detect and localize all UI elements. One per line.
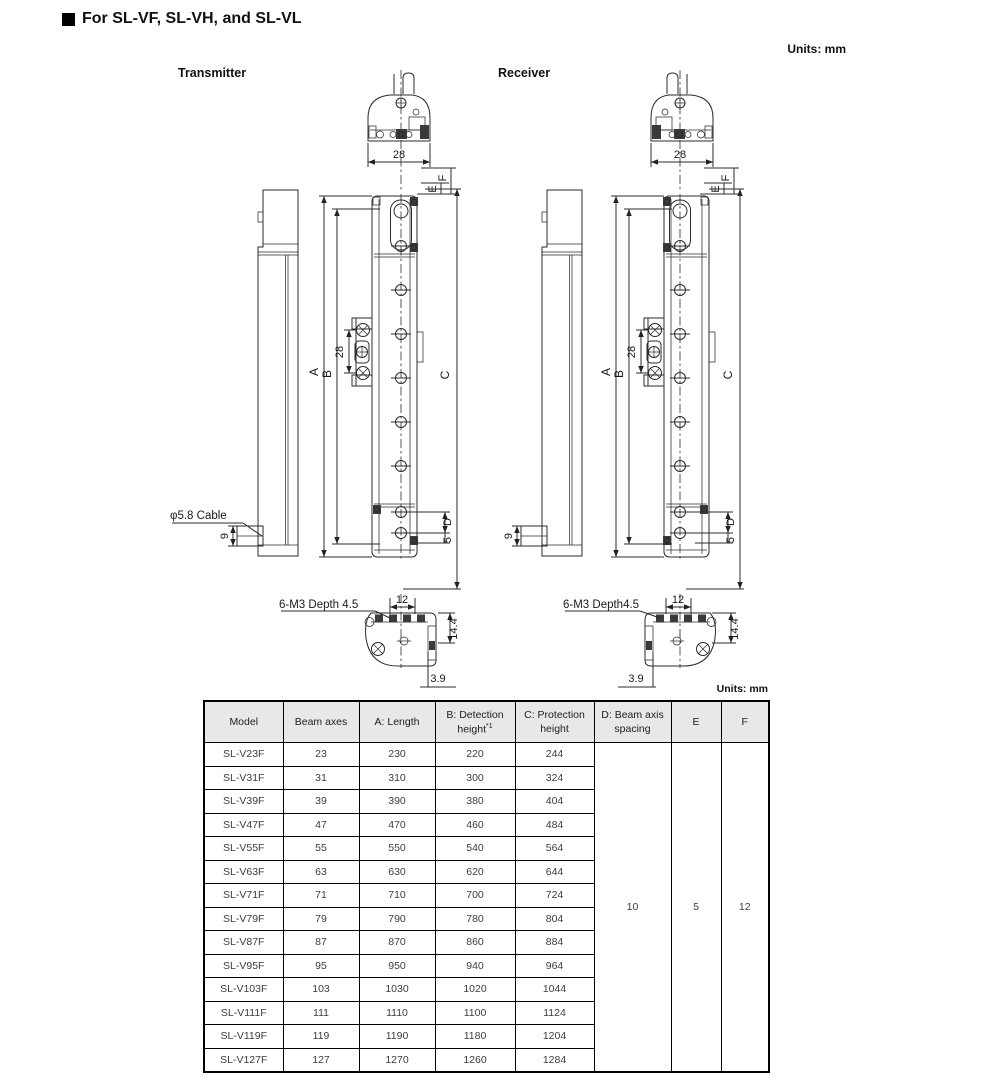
section-marker-icon bbox=[62, 13, 75, 26]
header-a-length: A: Length bbox=[359, 701, 435, 743]
cell: 1190 bbox=[359, 1025, 435, 1049]
transmitter-dim-c: C bbox=[438, 370, 452, 380]
cell: 119 bbox=[283, 1025, 359, 1049]
header-model: Model bbox=[204, 701, 283, 743]
cell-merged-f: 12 bbox=[721, 743, 769, 1073]
cell: 1284 bbox=[515, 1048, 594, 1072]
transmitter-dim-14-4: 14.4 bbox=[448, 618, 460, 640]
cell: 700 bbox=[435, 884, 515, 908]
cell: 884 bbox=[515, 931, 594, 955]
cell: 103 bbox=[283, 978, 359, 1002]
table-header-row bbox=[204, 701, 769, 743]
table-body bbox=[204, 743, 769, 1073]
cell: 964 bbox=[515, 954, 594, 978]
cell: SL-V111F bbox=[204, 1001, 283, 1025]
receiver-dim-28-top: 28 bbox=[673, 149, 687, 161]
dimensions-table bbox=[203, 700, 770, 1073]
cell: 804 bbox=[515, 907, 594, 931]
transmitter-heading: Transmitter bbox=[178, 66, 247, 80]
cell: 1044 bbox=[515, 978, 594, 1002]
units-label-table: Units: mm bbox=[716, 683, 768, 695]
cell: 1030 bbox=[359, 978, 435, 1002]
table-row bbox=[204, 743, 769, 767]
cell: 484 bbox=[515, 813, 594, 837]
page-title-text: For SL-VF, SL-VH, and SL-VL bbox=[82, 10, 302, 27]
receiver-dim-e: E bbox=[710, 185, 722, 193]
cell: 950 bbox=[359, 954, 435, 978]
cell: 380 bbox=[435, 790, 515, 814]
receiver-dim-d: D bbox=[725, 518, 737, 526]
receiver-dim-28-bracket: 28 bbox=[626, 345, 638, 359]
cell: 324 bbox=[515, 766, 594, 790]
cell: 860 bbox=[435, 931, 515, 955]
transmitter-dim-3-9: 3.9 bbox=[430, 673, 446, 685]
cell: 1100 bbox=[435, 1001, 515, 1025]
transmitter-dim-28-top: 28 bbox=[392, 149, 406, 161]
cell: 550 bbox=[359, 837, 435, 861]
cell: 390 bbox=[359, 790, 435, 814]
cell: 111 bbox=[283, 1001, 359, 1025]
cell: SL-V127F bbox=[204, 1048, 283, 1072]
transmitter-dim-e: E bbox=[427, 185, 439, 193]
receiver-heading: Receiver bbox=[498, 66, 551, 80]
cell: 1124 bbox=[515, 1001, 594, 1025]
cell: 87 bbox=[283, 931, 359, 955]
cell: SL-V31F bbox=[204, 766, 283, 790]
cell: 1110 bbox=[359, 1001, 435, 1025]
cell: SL-V55F bbox=[204, 837, 283, 861]
transmitter-dim-5: 5 bbox=[442, 536, 454, 544]
cell: 724 bbox=[515, 884, 594, 908]
cell: 300 bbox=[435, 766, 515, 790]
cell: 564 bbox=[515, 837, 594, 861]
cell: SL-V63F bbox=[204, 860, 283, 884]
cell: 1204 bbox=[515, 1025, 594, 1049]
receiver-screw-note: 6-M3 Depth4.5 bbox=[563, 599, 640, 611]
receiver-dim-f: F bbox=[720, 174, 732, 182]
receiver-dim-a: A bbox=[599, 367, 613, 377]
cell: SL-V47F bbox=[204, 813, 283, 837]
cell: 95 bbox=[283, 954, 359, 978]
cell: 310 bbox=[359, 766, 435, 790]
transmitter-screw-note: 6-M3 Depth 4.5 bbox=[279, 599, 359, 611]
cell: 460 bbox=[435, 813, 515, 837]
cell: 780 bbox=[435, 907, 515, 931]
header-f: F bbox=[721, 701, 769, 743]
cell: 1020 bbox=[435, 978, 515, 1002]
cell: 644 bbox=[515, 860, 594, 884]
receiver-dim-5: 5 bbox=[725, 536, 737, 544]
dimension-drawings bbox=[0, 58, 1000, 698]
cell: 1180 bbox=[435, 1025, 515, 1049]
cell: 230 bbox=[359, 743, 435, 767]
transmitter-dim-9: 9 bbox=[219, 532, 231, 540]
cell: 1270 bbox=[359, 1048, 435, 1072]
cell: SL-V39F bbox=[204, 790, 283, 814]
cell: 940 bbox=[435, 954, 515, 978]
transmitter-dim-a: A bbox=[307, 367, 321, 377]
cell: SL-V79F bbox=[204, 907, 283, 931]
cell: 710 bbox=[359, 884, 435, 908]
transmitter-cable-note: φ5.8 Cable bbox=[170, 510, 227, 522]
cell: 71 bbox=[283, 884, 359, 908]
transmitter-dim-12: 12 bbox=[395, 594, 409, 606]
transmitter-drawing bbox=[170, 70, 461, 687]
header-e: E bbox=[671, 701, 721, 743]
cell: 55 bbox=[283, 837, 359, 861]
receiver-dim-12: 12 bbox=[671, 594, 685, 606]
cell: 790 bbox=[359, 907, 435, 931]
cell: 244 bbox=[515, 743, 594, 767]
header-c-protection-height: C: Protection height bbox=[515, 701, 594, 743]
cell: 404 bbox=[515, 790, 594, 814]
receiver-dim-b: B bbox=[612, 369, 626, 379]
transmitter-dim-b: B bbox=[320, 369, 334, 379]
cell: 31 bbox=[283, 766, 359, 790]
header-d-beam-axis-spacing: D: Beam axis spacing bbox=[594, 701, 671, 743]
cell: 540 bbox=[435, 837, 515, 861]
page-title bbox=[62, 10, 302, 28]
receiver-dim-9: 9 bbox=[503, 532, 515, 540]
header-b-detection-height: B: Detection height$^{*1}$ bbox=[435, 701, 515, 743]
cell: 39 bbox=[283, 790, 359, 814]
units-label-top: Units: mm bbox=[787, 42, 846, 56]
receiver-dim-14-4: 14.4 bbox=[729, 618, 741, 640]
cell: 620 bbox=[435, 860, 515, 884]
cell: 23 bbox=[283, 743, 359, 767]
cell-merged-e: 5 bbox=[671, 743, 721, 1073]
cell: SL-V23F bbox=[204, 743, 283, 767]
cell: SL-V71F bbox=[204, 884, 283, 908]
cell: SL-V103F bbox=[204, 978, 283, 1002]
header-beam-axes: Beam axes bbox=[283, 701, 359, 743]
cell: 47 bbox=[283, 813, 359, 837]
transmitter-dim-f: F bbox=[437, 174, 449, 182]
transmitter-dim-28-bracket: 28 bbox=[334, 345, 346, 359]
cell: 470 bbox=[359, 813, 435, 837]
cell: SL-V95F bbox=[204, 954, 283, 978]
cell: 127 bbox=[283, 1048, 359, 1072]
cell: 1260 bbox=[435, 1048, 515, 1072]
cell: 63 bbox=[283, 860, 359, 884]
cell: 79 bbox=[283, 907, 359, 931]
cell: 630 bbox=[359, 860, 435, 884]
cell: 220 bbox=[435, 743, 515, 767]
cell-merged-d: 10 bbox=[594, 743, 671, 1073]
receiver-dim-c: C bbox=[721, 370, 735, 380]
cell: SL-V87F bbox=[204, 931, 283, 955]
cell: SL-V119F bbox=[204, 1025, 283, 1049]
receiver-dim-3-9: 3.9 bbox=[628, 673, 644, 685]
cell: 870 bbox=[359, 931, 435, 955]
receiver-drawing bbox=[503, 70, 744, 687]
transmitter-dim-d: D bbox=[442, 518, 454, 526]
